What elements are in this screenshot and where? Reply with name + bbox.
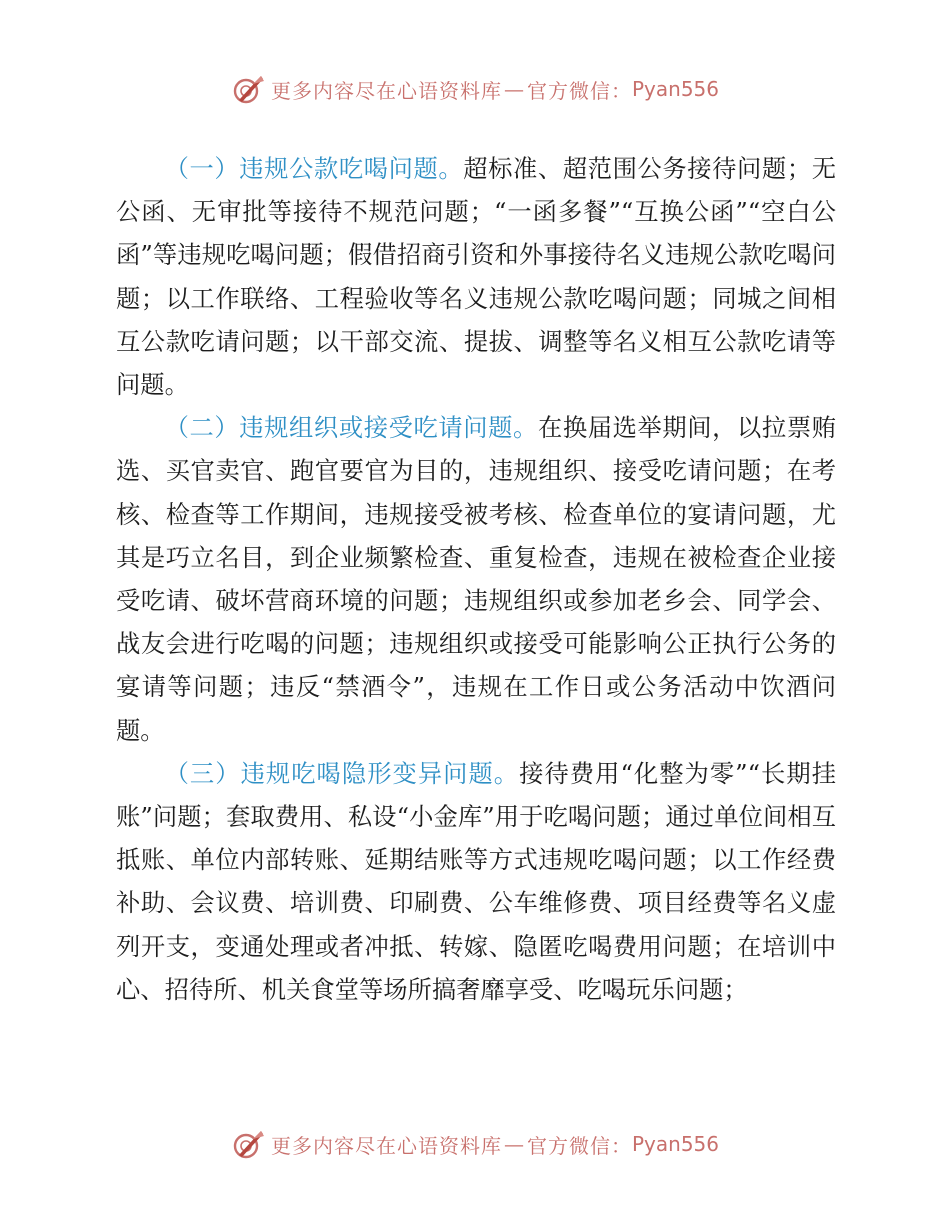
paragraph-heading: （二）违规组织或接受吃请问题。 <box>164 413 538 443</box>
quill-pen-icon <box>231 1127 265 1161</box>
footer-watermark <box>0 1127 950 1161</box>
watermark-brand: 更多内容尽在心语资料库 <box>270 1133 502 1158</box>
paragraph-text: 接待费用“化整为零”“长期挂账”问题；套取费用、私设“小金库”用于吃喝问题；通过单位间相互抵账、单位内部转账、延期结账等方式违规吃喝问题；以工作经费补助、会议费、培训费、印刷费、公车维修费、项目经费等名义虚列开支，变通处理或者冲抵、转嫁、隐匿吃喝费用问题；在培训中心、招待所、机关食堂等场所搞奢靡享受、吃喝玩乐问题； <box>116 758 837 1004</box>
watermark-wechat-id: Pyan556 <box>631 77 719 101</box>
paragraph-text: 在换届选举期间，以拉票贿选、买官卖官、跑官要官为目的，违规组织、接受吃请问题；在考核、检查等工作期间，违规接受被考核、检查单位的宴请问题，尤其是巧立名目，到企业频繁检查、重复检查，违规在被检查企业接受吃请、破坏营商环境的问题；违规组织或参加老乡会、同学会、战友会进行吃喝的问题；违规组织或接受可能影响公正执行公务的宴请等问题；违反“禁酒令”，违规在工作日或公务活动中饮酒问题。 <box>116 413 837 745</box>
watermark-brand: 更多内容尽在心语资料库 <box>270 78 502 103</box>
watermark-dash: — <box>503 1132 525 1156</box>
paragraph-heading: （三）违规吃喝隐形变异问题。 <box>164 758 520 788</box>
paragraph-1 <box>116 147 836 406</box>
watermark-label: 官方微信： <box>526 78 632 103</box>
quill-pen-icon <box>231 72 265 106</box>
header-watermark <box>0 72 950 106</box>
paragraph-2 <box>116 406 836 752</box>
document-body <box>116 147 836 1011</box>
watermark-wechat-id: Pyan556 <box>631 1132 719 1156</box>
paragraph-text: 超标准、超范围公务接待问题；无公函、无审批等接待不规范问题；“一函多餐”“互换公函”“空白公函”等违规吃喝问题；假借招商引资和外事接待名义违规公款吃喝问题；以工作联络、工程验收等名义违规公款吃喝问题；同城之间相互公款吃请问题；以干部交流、提拔、调整等名义相互公款吃请等问题。 <box>116 154 837 400</box>
watermark-dash: — <box>503 77 525 101</box>
paragraph-heading: （一）违规公款吃喝问题。 <box>164 154 464 183</box>
watermark-label: 官方微信： <box>526 1133 632 1158</box>
paragraph-3 <box>116 752 836 1011</box>
